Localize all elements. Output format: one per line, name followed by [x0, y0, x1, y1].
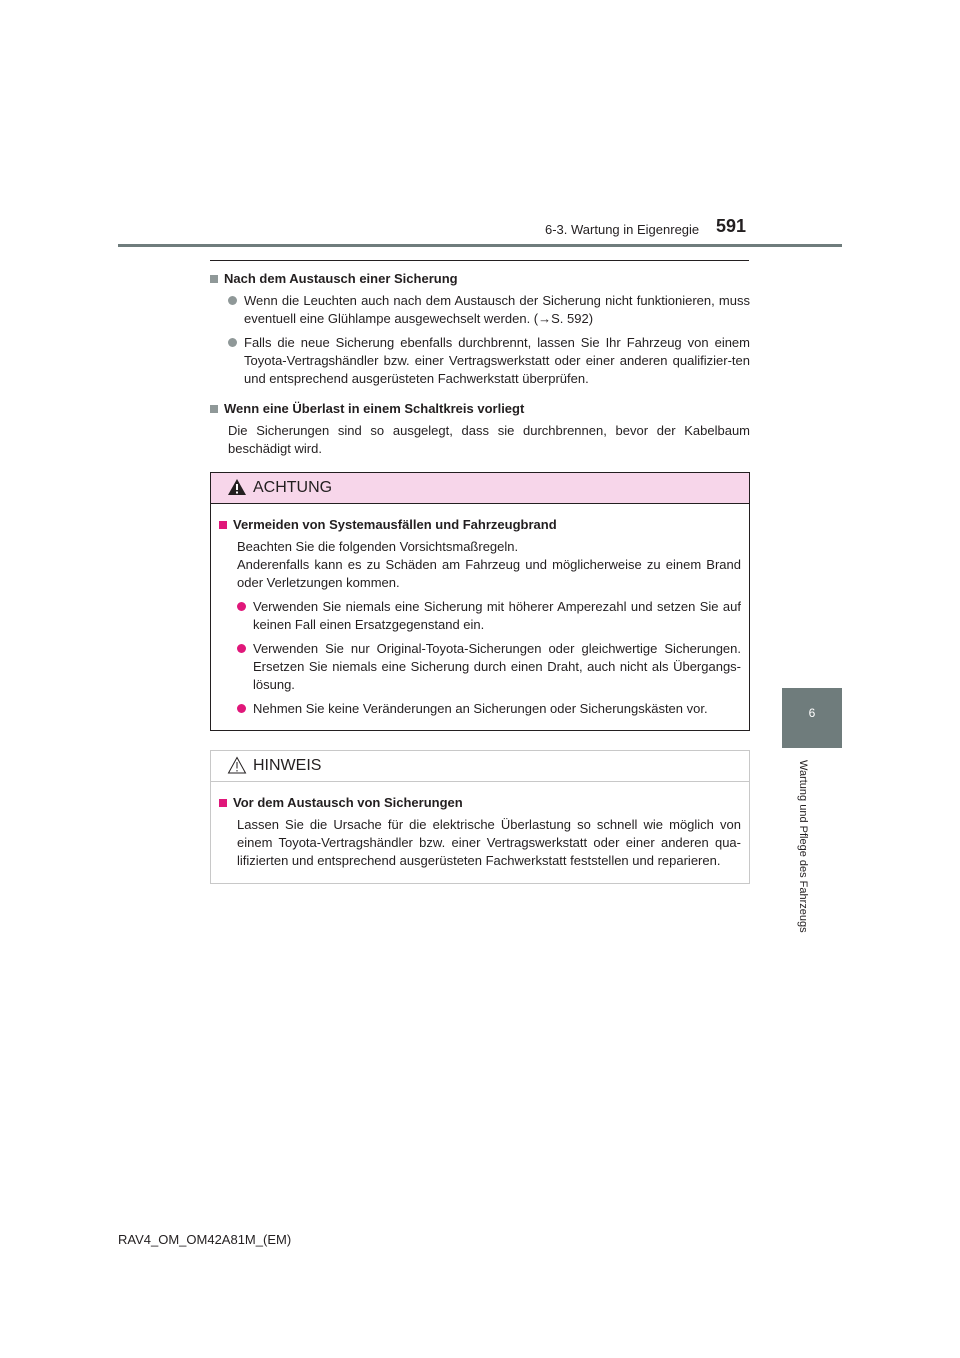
chapter-number: 6: [808, 706, 816, 720]
section-heading: Wenn eine Überlast in einem Schaltkreis vorliegt: [210, 400, 750, 418]
note-header: [211, 751, 749, 782]
warning-intro: Anderenfalls kann es zu Schäden am Fahrzeug und möglicherweise zu einem Brand oder Verletzungen kommen.: [237, 557, 741, 590]
note-title: HINWEIS: [253, 757, 322, 774]
circle-bullet-icon: [237, 644, 246, 653]
square-bullet-icon: [219, 521, 227, 529]
warning-box: [210, 472, 750, 731]
circle-bullet-icon: [228, 338, 237, 347]
chapter-title: Wartung und Pflege des Fahrzeugs: [797, 760, 809, 933]
header-rule: [118, 244, 842, 247]
square-bullet-icon: [210, 275, 218, 283]
circle-bullet-icon: [228, 296, 237, 305]
chapter-tab[interactable]: [782, 688, 842, 748]
warning-title: ACHTUNG: [253, 479, 333, 496]
note-heading: Vor dem Austausch von Sicherungen: [219, 794, 741, 812]
section-text: Die Sicherungen sind so ausgelegt, dass sie durchbrennen, bevor der Kabelbaum beschädigt wird.: [228, 423, 750, 456]
header-section-title: 6-3. Wartung in Eigenregie: [545, 222, 700, 237]
content-rule: [210, 260, 749, 261]
list-item: Verwenden Sie niemals eine Sicherung mit höherer Amperezahl und setzen Sie auf keinen Fall einen Ersatzgegenstand ein.: [237, 598, 741, 634]
section-heading: Nach dem Austausch einer Sicherung: [210, 270, 750, 288]
warning-header: [211, 473, 749, 504]
main-content: [210, 270, 750, 464]
caution-triangle-icon: [227, 756, 247, 774]
page-number: 591: [716, 216, 747, 236]
list-item: Nehmen Sie keine Veränderungen an Sicherungen oder Sicherungskästen vor.: [237, 700, 741, 718]
note-text: Lassen Sie die Ursache für die elektrische Überlastung so schnell wie möglich von einem Toyota-Vertragshändler bzw. einer Vertragswerkstatt oder einer anderen qua-lifizierten und entsprechend ausgerüsteten Fachwerkstatt feststellen und reparieren.: [237, 817, 741, 868]
circle-bullet-icon: [237, 602, 246, 611]
warning-triangle-icon: [227, 478, 247, 496]
warning-heading: Vermeiden von Systemausfällen und Fahrzeugbrand: [219, 516, 741, 534]
circle-bullet-icon: [237, 704, 246, 713]
list-item: Falls die neue Sicherung ebenfalls durchbrennt, lassen Sie Ihr Fahrzeug von einem Toyota-Vertragshändler bzw. einer Vertragswerkstatt oder einer anderen qualifizier-ten und entsprechend ausgerüsteten Fachwerkstatt überprüfen.: [228, 334, 750, 388]
square-bullet-icon: [210, 405, 218, 413]
footer-model-code: RAV4_OM_OM42A81M_(EM): [118, 1232, 292, 1247]
note-box: [210, 750, 750, 884]
list-item: Wenn die Leuchten auch nach dem Austausch der Sicherung nicht funktionieren, muss eventuell eine Glühlampe ausgewechselt werden. (→S. 592): [228, 292, 750, 328]
warning-intro: Beachten Sie die folgenden Vorsichtsmaßregeln.: [237, 539, 519, 554]
list-item: Verwenden Sie nur Original-Toyota-Sicherungen oder gleichwertige Sicherungen. Ersetzen Sie niemals eine Sicherung durch einen Draht, auch nicht als Übergangs-lösung.: [237, 640, 741, 694]
square-bullet-icon: [219, 799, 227, 807]
